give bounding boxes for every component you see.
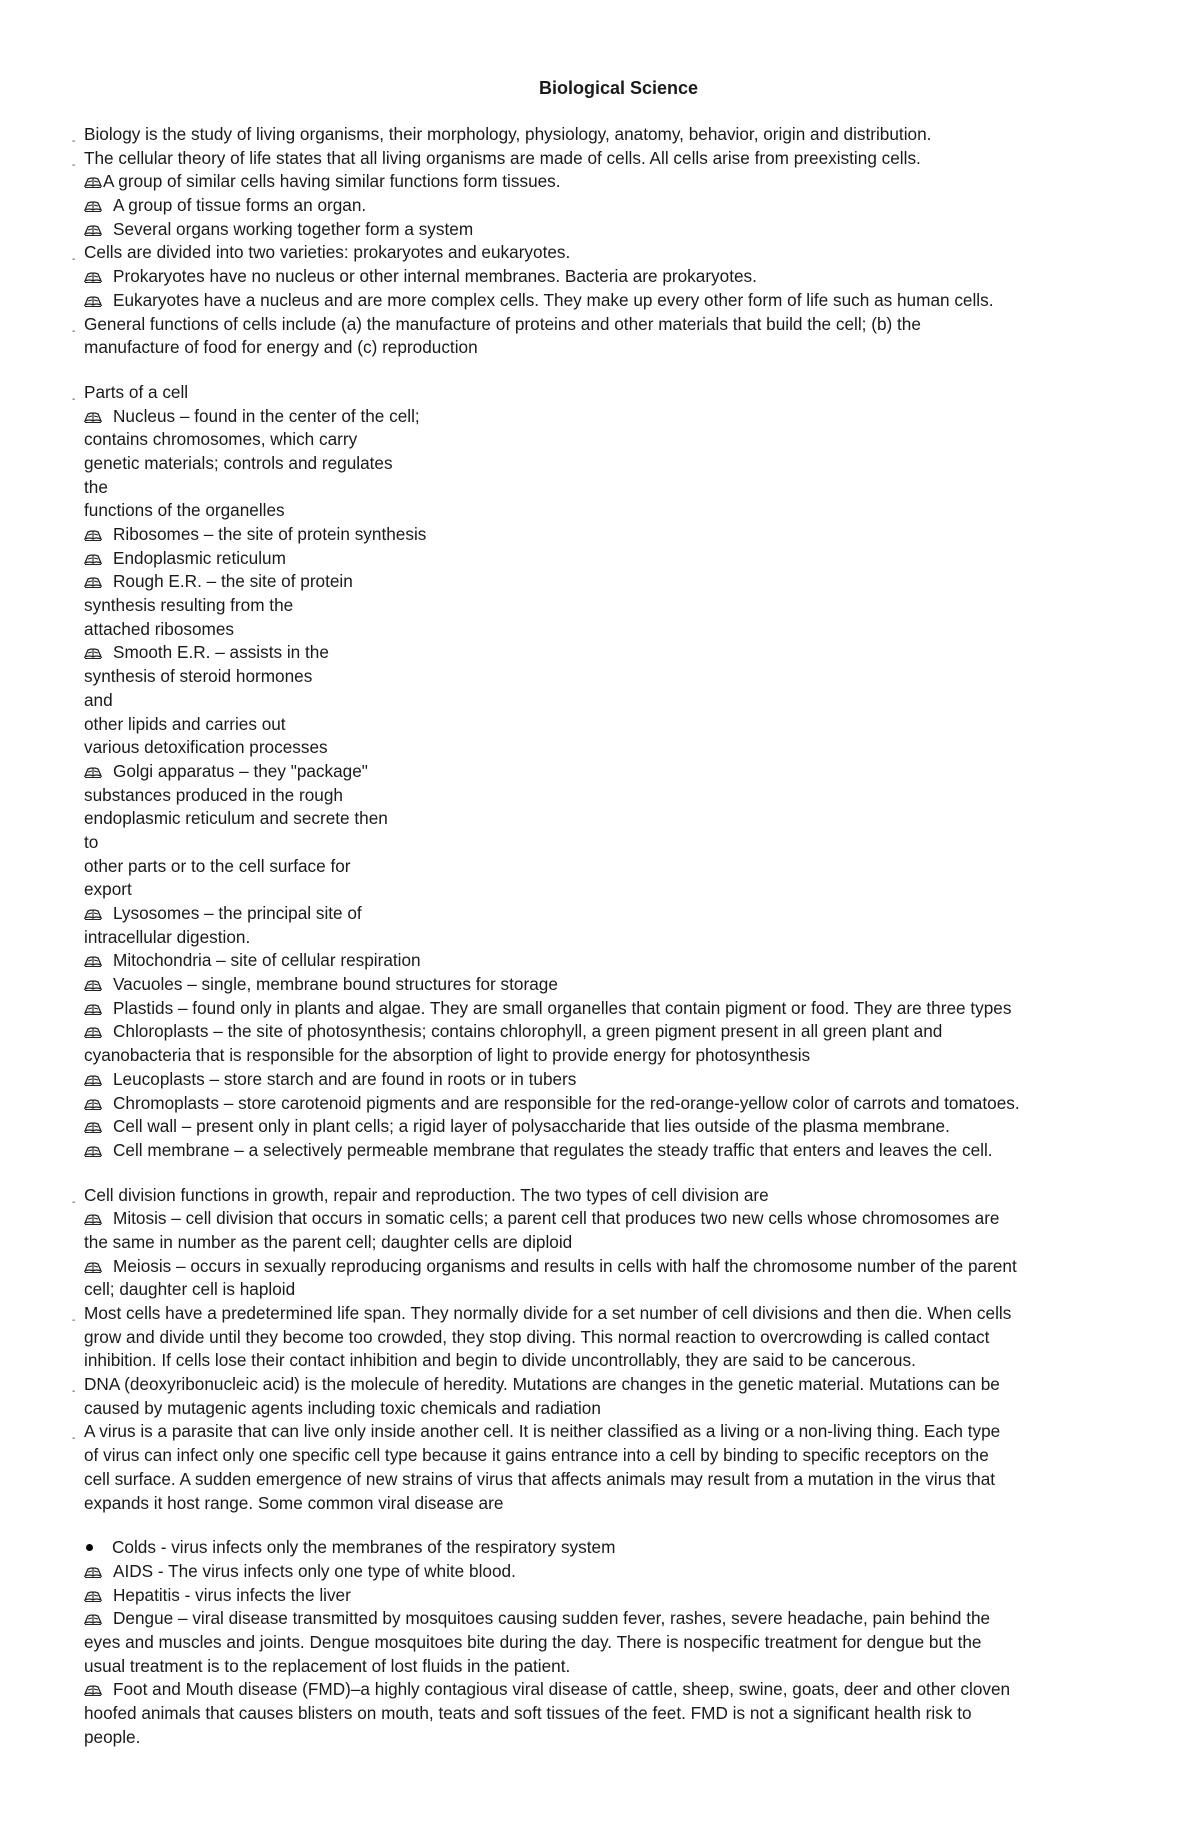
dash-marker: - bbox=[72, 393, 76, 405]
text-line bbox=[84, 1702, 1164, 1726]
line-text: Mitochondria – site of cellular respiration bbox=[113, 950, 421, 971]
text-line bbox=[84, 523, 1164, 547]
text-line bbox=[84, 949, 1164, 973]
text-line bbox=[84, 902, 1164, 926]
text-line bbox=[84, 1020, 1164, 1044]
dash-marker: - bbox=[72, 1315, 76, 1326]
line-text: Eukaryotes have a nucleus and are more complex cells. They make up every other form of life such as human cells. bbox=[113, 289, 994, 310]
line-text: Biology is the study of living organisms, their morphology, physiology, anatomy, behavior, origin and distribution. bbox=[84, 124, 932, 144]
line-text: substances produced in the rough bbox=[84, 784, 343, 805]
line-text: Lysosomes – the principal site of bbox=[113, 903, 362, 923]
line-text: Hepatitis - virus infects the liver bbox=[113, 1584, 351, 1605]
book-bullet-icon bbox=[84, 411, 102, 423]
book-bullet-icon bbox=[84, 1121, 102, 1133]
book-bullet-icon bbox=[84, 647, 102, 659]
text-line bbox=[72, 123, 1164, 147]
dash-marker: - bbox=[72, 325, 76, 337]
book-bullet-icon bbox=[84, 1026, 102, 1038]
line-text: Foot and Mouth disease (FMD)–a highly contagious viral disease of cattle, sheep, swine, goats, deer and other cloven bbox=[113, 1679, 1011, 1700]
text-line bbox=[84, 1278, 1164, 1302]
line-text: people. bbox=[84, 1726, 141, 1747]
book-bullet-icon bbox=[84, 1613, 102, 1625]
line-text: Plastids – found only in plants and algae. They are small organelles that contain pigment or food. They are three types bbox=[113, 997, 1012, 1018]
line-text: Smooth E.R. – assists in the bbox=[113, 642, 329, 663]
book-bullet-icon bbox=[84, 766, 102, 778]
text-line bbox=[72, 1373, 1164, 1398]
line-text: genetic materials; controls and regulates bbox=[84, 452, 393, 473]
line-text: cell; daughter cell is haploid bbox=[84, 1279, 296, 1300]
book-bullet-icon bbox=[84, 979, 102, 991]
book-bullet-icon bbox=[84, 1074, 102, 1086]
line-text: the same in number as the parent cell; daughter cells are diploid bbox=[84, 1231, 573, 1252]
line-text: eyes and muscles and joints. Dengue mosquitoes bite during the day. There is nospecific treatment for dengue but the bbox=[84, 1631, 982, 1652]
paragraph-gap bbox=[84, 360, 1164, 381]
line-text: other parts or to the cell surface for bbox=[84, 855, 351, 876]
line-text: Ribosomes – the site of protein synthesis bbox=[113, 524, 427, 544]
text-line bbox=[84, 1349, 1164, 1373]
text-line bbox=[84, 265, 1164, 289]
line-text: functions of the organelles bbox=[84, 500, 285, 521]
text-line bbox=[84, 1468, 1164, 1492]
line-text: Nucleus – found in the center of the cell; bbox=[113, 405, 420, 426]
text-line bbox=[84, 1231, 1164, 1255]
text-line bbox=[84, 194, 1164, 218]
text-line bbox=[84, 807, 1164, 831]
text-line bbox=[84, 1044, 1164, 1068]
line-text: intracellular digestion. bbox=[84, 926, 251, 947]
text-line bbox=[84, 878, 1164, 902]
line-text: grow and divide until they become too crowded, they stop diving. This normal reaction to overcrowding is called contact bbox=[84, 1326, 990, 1347]
line-text: the bbox=[84, 476, 108, 497]
line-text: A group of similar cells having similar functions form tissues. bbox=[103, 171, 561, 192]
text-line bbox=[84, 618, 1164, 642]
book-bullet-icon bbox=[84, 224, 102, 236]
text-line bbox=[84, 1584, 1164, 1608]
book-bullet-icon bbox=[84, 200, 102, 212]
line-text: Most cells have a predetermined life span. They normally divide for a set number of cell divisions and then die. When cells bbox=[84, 1303, 1012, 1323]
text-line bbox=[84, 1560, 1164, 1584]
text-line bbox=[84, 452, 1164, 476]
dash-marker: - bbox=[72, 136, 76, 147]
text-line bbox=[84, 784, 1164, 808]
book-bullet-icon bbox=[84, 955, 102, 967]
line-text: attached ribosomes bbox=[84, 618, 234, 639]
dash-marker: - bbox=[72, 159, 76, 171]
document-body bbox=[72, 123, 1164, 1749]
text-line bbox=[84, 1655, 1164, 1679]
line-text: DNA (deoxyribonucleic acid) is the molecule of heredity. Mutations are changes in the genetic material. Mutations can be bbox=[84, 1374, 1000, 1395]
paragraph-gap bbox=[84, 1163, 1164, 1184]
line-text: export bbox=[84, 879, 132, 900]
book-bullet-icon bbox=[84, 553, 102, 565]
line-text: A group of tissue forms an organ. bbox=[113, 195, 367, 216]
text-line bbox=[84, 1492, 1164, 1516]
dash-marker: - bbox=[72, 1433, 76, 1445]
text-line bbox=[84, 1092, 1164, 1116]
line-text: A virus is a parasite that can live only inside another cell. It is neither classified as a living or a non-living thing. Each type bbox=[84, 1421, 1001, 1442]
text-line bbox=[84, 1444, 1164, 1468]
line-text: Vacuoles – single, membrane bound structures for storage bbox=[113, 974, 558, 995]
line-text: synthesis of steroid hormones bbox=[84, 666, 313, 687]
line-text: AIDS - The virus infects only one type of white blood. bbox=[113, 1560, 516, 1581]
line-text: Several organs working together form a system bbox=[113, 218, 474, 239]
text-line bbox=[84, 736, 1164, 760]
paragraph-gap bbox=[84, 1515, 1164, 1536]
document-title: Biological Science bbox=[538, 78, 699, 98]
book-bullet-icon bbox=[84, 576, 102, 588]
line-text: usual treatment is to the replacement of lost fluids in the patient. bbox=[84, 1655, 571, 1676]
text-line bbox=[84, 547, 1164, 571]
line-text: endoplasmic reticulum and secrete then bbox=[84, 808, 388, 829]
text-line bbox=[84, 973, 1164, 997]
text-line bbox=[84, 1326, 1164, 1350]
book-bullet-icon bbox=[84, 295, 102, 307]
text-line bbox=[72, 313, 1164, 337]
book-bullet-icon bbox=[84, 1098, 102, 1110]
text-line bbox=[84, 1255, 1164, 1279]
book-bullet-icon bbox=[84, 271, 102, 283]
text-line bbox=[84, 218, 1164, 242]
text-line bbox=[84, 289, 1164, 313]
line-text: Leucoplasts – store starch and are found in roots or in tubers bbox=[113, 1068, 577, 1089]
line-text: cyanobacteria that is responsible for the absorption of light to provide energy for photosynthesis bbox=[84, 1045, 811, 1066]
line-text: Parts of a cell bbox=[84, 381, 189, 402]
line-text: The cellular theory of life states that all living organisms are made of cells. All cells arise from preexisting cells. bbox=[84, 147, 921, 168]
line-text: caused by mutagenic agents including toxic chemicals and radiation bbox=[84, 1397, 601, 1418]
text-line bbox=[84, 1397, 1164, 1421]
line-text: to bbox=[84, 831, 99, 852]
line-text: inhibition. If cells lose their contact inhibition and begin to divide uncontrollably, they are said to be cancerous. bbox=[84, 1350, 916, 1371]
text-line bbox=[84, 1068, 1164, 1092]
text-line bbox=[84, 1536, 1164, 1560]
line-text: synthesis resulting from the bbox=[84, 595, 294, 616]
book-bullet-icon bbox=[84, 1261, 102, 1273]
book-bullet-icon bbox=[84, 908, 102, 920]
line-text: cell surface. A sudden emergence of new strains of virus that affects animals may result from a mutation in the virus that bbox=[84, 1468, 996, 1489]
line-text: contains chromosomes, which carry bbox=[84, 429, 358, 450]
book-bullet-icon bbox=[84, 1145, 102, 1157]
book-bullet-icon bbox=[84, 1684, 102, 1696]
text-line bbox=[84, 855, 1164, 879]
round-bullet-icon bbox=[86, 1544, 93, 1551]
line-text: Cell membrane – a selectively permeable membrane that regulates the steady traffic that enters and leaves the cell. bbox=[113, 1139, 993, 1160]
book-bullet-icon bbox=[84, 1566, 102, 1578]
text-line bbox=[84, 689, 1164, 713]
line-text: Meiosis – occurs in sexually reproducing organisms and results in cells with half the chromosome number of the parent bbox=[113, 1255, 1017, 1276]
text-line bbox=[84, 1678, 1164, 1702]
text-line bbox=[84, 760, 1164, 784]
text-line bbox=[84, 1631, 1164, 1655]
line-text: Colds - virus infects only the membranes of the respiratory system bbox=[112, 1537, 616, 1558]
text-line bbox=[72, 381, 1164, 405]
dash-marker: - bbox=[72, 1386, 76, 1398]
line-text: Cell wall – present only in plant cells; a rigid layer of polysaccharide that lies outside of the plasma membrane. bbox=[113, 1116, 950, 1137]
text-line bbox=[72, 1184, 1164, 1208]
line-text: Rough E.R. – the site of protein bbox=[113, 571, 353, 592]
line-text: Mitosis – cell division that occurs in somatic cells; a parent cell that produces two new cells whose chromosomes are bbox=[113, 1208, 1000, 1229]
text-line bbox=[84, 1607, 1164, 1631]
text-line bbox=[84, 997, 1164, 1021]
text-line bbox=[84, 1726, 1164, 1750]
text-line bbox=[72, 1302, 1164, 1326]
line-text: General functions of cells include (a) the manufacture of proteins and other materials that build the cell; (b) the bbox=[84, 313, 921, 334]
line-text: manufacture of food for energy and (c) reproduction bbox=[84, 337, 478, 358]
text-line bbox=[84, 570, 1164, 594]
text-line bbox=[84, 428, 1164, 452]
line-text: Endoplasmic reticulum bbox=[113, 547, 286, 568]
text-line bbox=[84, 594, 1164, 618]
text-line bbox=[84, 831, 1164, 855]
text-line bbox=[84, 476, 1164, 500]
line-text: Cells are divided into two varieties: prokaryotes and eukaryotes. bbox=[84, 242, 571, 263]
line-text: Dengue – viral disease transmitted by mosquitoes causing sudden fever, rashes, severe headache, pain behind the bbox=[113, 1608, 991, 1629]
line-text: Chromoplasts – store carotenoid pigments and are responsible for the red-orange-yellow color of carrots and tomatoes. bbox=[113, 1092, 1020, 1113]
dash-marker: - bbox=[72, 254, 76, 266]
text-line bbox=[84, 336, 1164, 360]
line-text: Cell division functions in growth, repair and reproduction. The two types of cell division are bbox=[84, 1184, 769, 1205]
text-line bbox=[72, 241, 1164, 266]
text-line bbox=[84, 926, 1164, 950]
line-text: various detoxification processes bbox=[84, 737, 328, 758]
book-bullet-icon bbox=[84, 1003, 102, 1015]
text-line bbox=[84, 499, 1164, 523]
line-text: hoofed animals that causes blisters on mouth, teats and soft tissues of the feet. FMD is not a significant health risk to bbox=[84, 1703, 972, 1723]
text-line bbox=[84, 713, 1164, 737]
line-text: and bbox=[84, 689, 113, 710]
dash-marker: - bbox=[72, 1196, 76, 1208]
text-line bbox=[72, 1420, 1164, 1445]
line-text: Golgi apparatus – they "package" bbox=[113, 760, 368, 781]
book-bullet-icon bbox=[84, 1213, 102, 1225]
text-line bbox=[84, 665, 1164, 689]
text-line bbox=[84, 1115, 1164, 1139]
line-text: expands it host range. Some common viral disease are bbox=[84, 1492, 504, 1513]
text-line bbox=[84, 641, 1164, 665]
line-text: of virus can infect only one specific cell type because it gains entrance into a cell by binding to specific receptors on the bbox=[84, 1445, 989, 1466]
line-text: other lipids and carries out bbox=[84, 713, 286, 734]
book-bullet-icon bbox=[84, 529, 102, 541]
book-bullet-icon bbox=[84, 1590, 102, 1602]
text-line bbox=[84, 1207, 1164, 1231]
text-line bbox=[72, 147, 1164, 171]
line-text: Chloroplasts – the site of photosynthesis; contains chlorophyll, a green pigment present in all green plant and bbox=[113, 1021, 943, 1042]
text-line bbox=[84, 405, 1164, 429]
text-line bbox=[84, 170, 1164, 194]
text-line bbox=[84, 1139, 1164, 1163]
line-text: Prokaryotes have no nucleus or other internal membranes. Bacteria are prokaryotes. bbox=[113, 266, 757, 287]
book-bullet-icon bbox=[84, 176, 102, 188]
